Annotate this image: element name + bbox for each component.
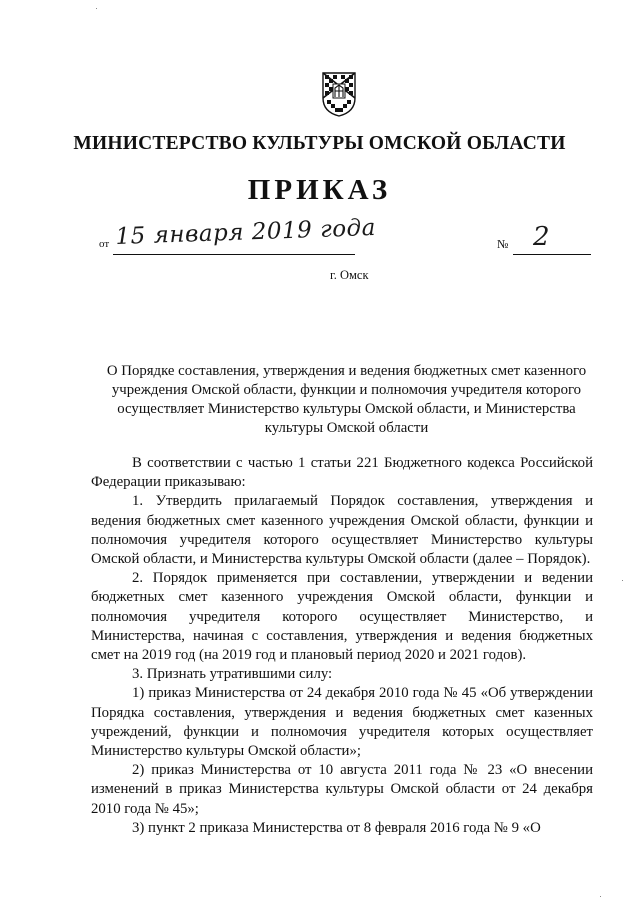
paragraph: 1. Утвердить прилагаемый Порядок составления, утверждения и ведения бюджетных смет казенного учреждения Омской области, функции и полномочия учредителя которого осуществляет Министерство культуры Омской области, и Министерства культуры Омской области (далее – Порядок). [91,493,593,568]
scan-speck [622,580,623,581]
paragraph: В соответствии с частью 1 статьи 221 Бюджетного кодекса Российской Федерации приказываю: [91,455,593,491]
paragraph: 3. Признать утратившими силу: [132,666,333,683]
scan-speck [96,8,97,9]
date-number-row [0,214,639,262]
order-subject: О Порядке составления, утверждения и ведения бюджетных смет казенного учреждения Омской области, функции и полномочия учредителя которого осуществляет Министерство культуры Омской области, и Министерства культуры Омской области [106,363,587,436]
date-underline [113,254,355,255]
handwritten-date: 15 января 2019 года [115,214,377,250]
city-label: г. Омск [330,268,369,282]
number-sign: № [497,237,509,251]
order-body [91,454,593,838]
paragraph: 2) приказ Министерства от 10 августа 2011 года № 23 «О внесении изменений в приказ Министерства культуры Омской области от 24 декабря 2010 года № 45»; [91,762,593,817]
document-type-title: ПРИКАЗ [247,174,392,206]
number-underline [513,254,591,255]
paragraph: 1) приказ Министерства от 24 декабря 2010 года № 45 «Об утверждении Порядка составления, утверждения и ведения бюджетных смет казенных учреждений, функции и полномочия учредителя которых осуществляет Министерство культуры Омской области»; [91,685,593,760]
paragraph: 2. Порядок применяется при составлении, утверждении и ведении бюджетных смет казенного учреждения Омской области, функции и полномочия учредителя которого осуществляет Министерство, и Министерства, начиная с составления, утверждения и ведения бюджетных смет на 2019 год (на 2019 год и плановый период 2020 и 2021 годов). [91,570,593,664]
scan-speck [600,896,601,897]
ministry-name: МИНИСТЕРСТВО КУЛЬТУРЫ ОМСКОЙ ОБЛАСТИ [73,133,566,154]
handwritten-number: 2 [533,222,550,252]
omsk-coat-of-arms-emblem [320,70,358,118]
paragraph: 3) пункт 2 приказа Министерства от 8 февраля 2016 года № 9 «О [132,819,541,836]
date-prefix: от [99,238,110,250]
